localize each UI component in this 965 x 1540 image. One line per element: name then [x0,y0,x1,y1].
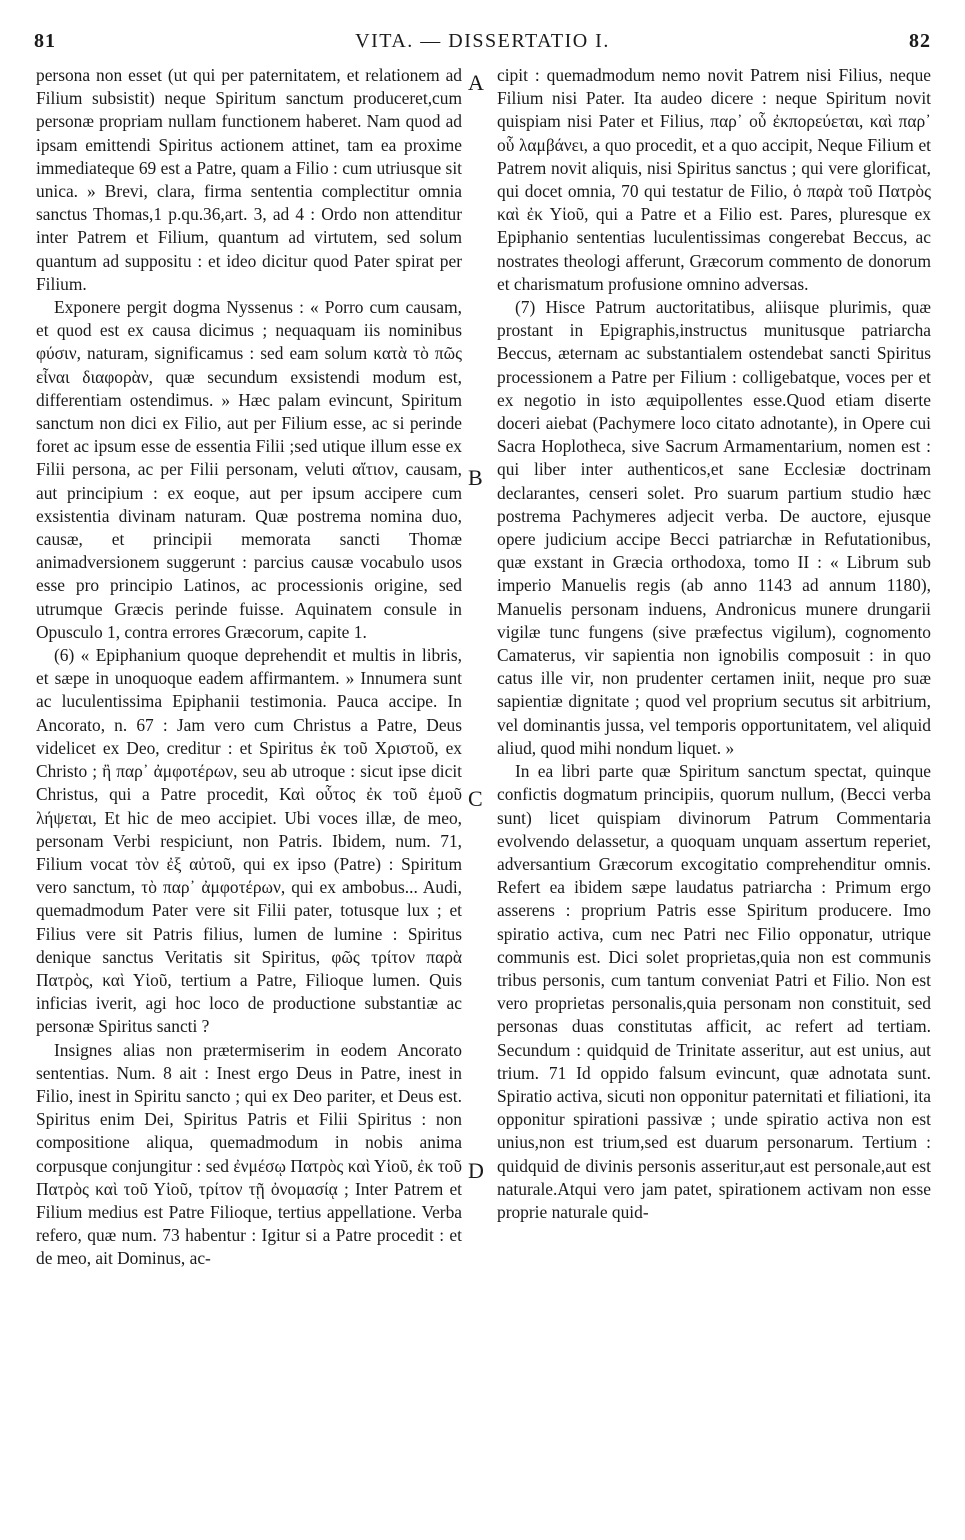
gutter-letter-a: A [468,70,484,95]
right-paragraph-3: In ea libri parte quæ Spiritum sanctum spectat, quinque confictis dogmatum principiis, quorum nullum, (Becci verba sunt) licet quispiam divinorum Patrum Commentaria evolvendo delassetur, a quoquam unquam assertum reperiet, adversantium Græcorum excogitatio comprehenditur omnis. Refert ea ibidem sæpe laudatus patriarcha : Primum ergo asserens : proprium Patris esse Spiritum producere. Imo spiratio activa, cum nec Patri nec Filio opponatur, utrique communis est. Dici solet proprietas,quia non est communis tribus personis, cum tantum conveniat Patri et Filio. Non est vero proprietas personalis,quia personam non constituit, sed personas duas constitutas afficit, ac refert ad tertiam. Secundum : quidquid de Trinitate asseritur, aut est unius, aut trium. 71 Id oppido falsum evincunt, quæ adnotata sunt. Spiratio activa, sicuti non opponitur paternitati et filiationi, ita opponitur spirationi passivæ ; unde spiratio activa non est unius,non est trium,sed est duarum personarum. Tertium : quidquid de divinis personis asseritur,aut est personale,aut est naturale.Atqui vero jam patet, spirationem activam non esse proprie naturale quid- [497,761,931,1222]
right-page-number: 82 [908,30,931,52]
right-paragraph-2: (7) Hisce Patrum auctoritatibus, aliisque plurimis, quæ prostant in Epigraphis,instructus munitusque patriarcha Beccus, æternam ac substantialem ostendebat sancti Spiritus processionem a Patre per Filium : colligebatque, voces per et ex negotio in isto æquipollentes esse.Quod etiam diserte doceri aiebat (Pachymere loco citato adnotante), in Opere cui Sacra Hoplotheca, sive Sacrum Armamentarium, nomen est : qui liber inter authenticos,et sane Ecclesiæ doctrinam declarantes, censeri solet. Pro suarum partium studio hæc postrema Pachymeres adjecit verba. De auctore, ejusque opere judicium accipe Becci patriarchæ in Refutationibus, quæ exstant in Græcia orthodoxa, tomo II : « Librum sub imperio Manuelis regis (ab anno 1143 ad annum 1180), Manuelis personam induens, Andronicus munere drungarii vigilæ tunc fungens (sive præfectus vigilum), cognomento Camaterus, vir sapientia non ignobilis composuit : in quo catus ille vir, non prudenter certamen iniit, neque pro suæ sapientiæ dignitate ; quod vel proprium secutus sit arbitrium, vel dominantis jussa, vel temporis opportunitatem, vel aliquid aliud, quod mihi nondum liquet. » [497,297,931,758]
running-header [34,30,931,60]
left-page-number: 81 [34,30,56,52]
gutter-letter-d: D [468,1158,484,1183]
left-paragraph-1: persona non esset (ut qui per paternitatem, et relationem ad Filium subsistit) neque Spiritum sanctum produceret,cum personæ propriam nullam functionem haberet. Nam quod ad ipsam emittendi Spiritus actionem attinet, tam ea proxime immediateque 69 est a Patre, quam a Filio : cum utriusque sit unica. » Brevi, clara, firma sententia complectitur omnia sanctus Thomas,1 p.qu.36,art. 3, ad 4 : Ordo non attenditur inter Patrem et Filium, quantum ad virtutem, sed solum quantum ad suppositu : et ideo dicitur quod Pater spirat per Filium. [36,65,462,294]
left-column [36,64,462,1271]
left-paragraph-2: Exponere pergit dogma Nyssenus : « Porro cum causam, et quod est ex causa dicimus ; nequaquam iis nominibus φύσιν, naturam, significamus : sed eam solum κατὰ τὸ πῶς εἶναι διαφορὰν, quæ secundum exsistendi modum est, differentiam ostendimus. » Hæc palam evincunt, Spiritum sanctum non dici ex Filio, aut per Filium esse, ac si perinde foret ac ipsum esse de essentia Filii ;sed utique illum esse ex Filii persona, ac per Filii personam, veluti αἴτιον, causam, aut principium : ex eoque, aut per ipsum accipere cum exsistentia divinam naturam. Quæ postrema nomina duo, causæ, et principii memorata sancti Thomæ animadversionem suggerunt : parcius causæ vocabulo usos esse pro principio Latinos, ac processionis origine, sed utrumque Græcis perinde fuisse. Aquinatem consule in Opusculo 1, contra errores Græcorum, capite 1. [36,297,462,642]
left-paragraph-4: Insignes alias non prætermiserim in eodem Ancorato sententias. Num. 8 ait : Inest ergo Deus in Patre, inest in Filio, inest in Spiritu sancto ; qui ex Deo pariter, et Deus est. Spiritus enim Dei, Spiritus Patris et Filii Spiritus : non compositione aliqua, quemadmodum in nobis anima corpusque conjungitur : sed ἐνμέσῳ Πατρὸς καὶ Υἱοῦ, ἐκ τοῦ Πατρὸς καὶ τοῦ Υἱοῦ, τρίτον τῇ ὀνομασίᾳ ; Inter Patrem et Filium medius est Patre Filioque, tertius appellatione. Verba refero, quæ num. 73 habentur : Igitur si a Patre procedit : et de meo, ait Dominus, ac- [36,1039,462,1269]
gutter-letter-b: B [468,465,483,490]
gutter-letter-c: C [468,786,483,811]
right-paragraph-1: cipit : quemadmodum nemo novit Patrem nisi Filius, neque Filium nisi Pater. Ita audeo dicere : neque Spiritum novit quispiam nisi Pater et Filius, παρ᾽ οὗ ἐκπορεύεται, καὶ παρ᾽ οὗ λαμβάνει, a quo procedit, et a quo accipit, Neque Filium et Patrem novit aliquis, nisi Spiritus sanctus ; qui vere glorificat, qui docet omnia, 70 qui testatur de Filio, ὁ παρὰ τοῦ Πατρὸς καὶ ἐκ Υἱοῦ, qui a Patre et a Filio est. Pares, pluresque ex Epiphanio sententias luculentissimas congerebat Beccus, ac nostrates theologi afferunt, Græcorum commento de donorum et charismatum profusione omnino adversas. [497,65,931,294]
left-paragraph-3: (6) « Epiphanium quoque deprehendit et multis in libris, et sæpe in unoquoque eadem affirmantem. » Innumera sunt ac luculentissima Epiphanii testimonia. Pauca accipe. In Ancorato, n. 67 : Jam vero cum Christus a Patre, Deus videlicet ex Deo, creditur : et Spiritus ἐκ τοῦ Χριστοῦ, ex Christo ; ἢ παρ᾽ ἀμφοτέρων, seu ab utroque : sicut ipse dicit Christus, qui a Patre procedit, Καὶ οὗτος ἐκ τοῦ ἐμοῦ λήψεται, Et hic de meo accipiet. Ubi voces illæ, de meo, personam Verbi respiciunt, non Patris. Ibidem, num. 71, Filium vocat τὸν ἐξ αὐτοῦ, qui ex ipso (Patre) : Spiritum vero sanctum, τὸ παρ᾽ ἀμφοτέρων, qui ex ambobus... Audi, quemadmodum Pater vere sit Filii pater, totusque lux ; et Filius vere sit Patris filius, lumen de lumine : Spiritus denique sanctus Veritatis sit Spiritus, φῶς τρίτον παρὰ Πατρὸς, καὶ Υἱοῦ, tertium a Patre, Filioque lumen. Quis inficias iverit, agi hoc loco de productione substantiæ ac personæ Spiritus sancti ? [36,645,462,1037]
right-column [497,64,931,1224]
running-title: VITA. — DISSERTATIO I. [355,30,610,52]
